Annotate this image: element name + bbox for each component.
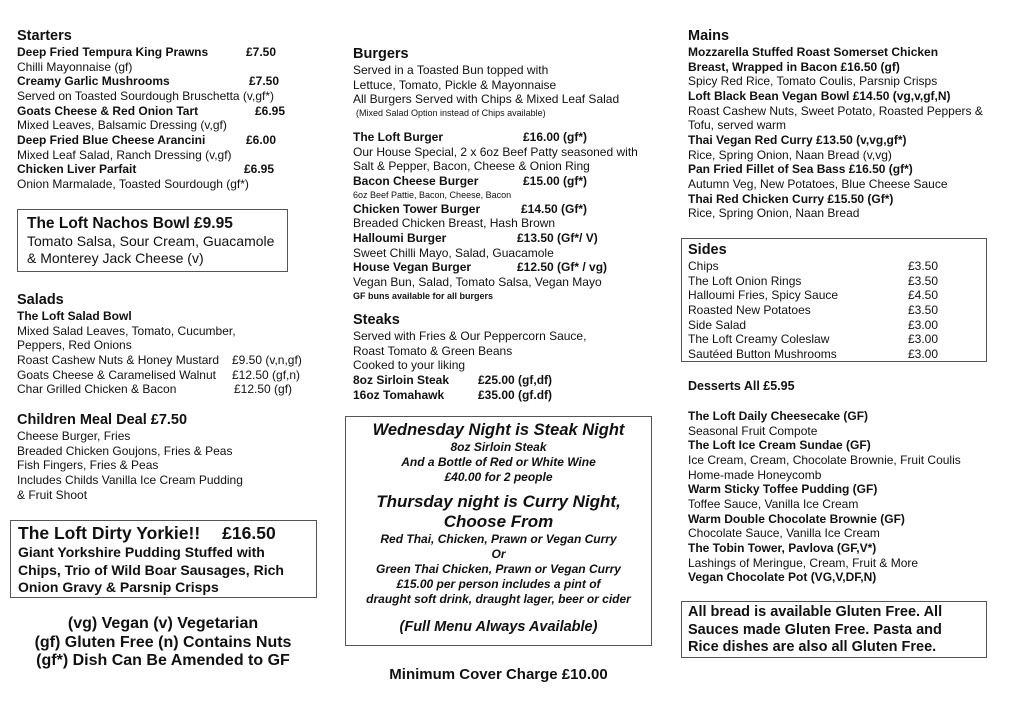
- special-line: And a Bottle of Red or White Wine: [401, 454, 596, 469]
- side-name: Halloumi Fries, Spicy Sauce: [688, 288, 839, 303]
- item-price: £6.00: [246, 132, 277, 147]
- item-price: £14.50 (Gf*): [521, 201, 588, 216]
- menu-item-name: [353, 231, 638, 246]
- item-desc: Breaded Chicken Goujons, Fries & Peas: [17, 443, 233, 458]
- gluten-line: Rice dishes are also all Gluten Free.: [688, 639, 937, 655]
- side-name: Chips: [688, 259, 719, 273]
- item-desc: Cheese Burger, Fries: [17, 429, 131, 443]
- yorkie-box: [10, 520, 317, 598]
- item-desc: Ice Cream, Cream, Chocolate Brownie, Fruit Coulis: [688, 452, 961, 467]
- section-title: Salads: [17, 292, 64, 308]
- gluten-line: Sauces made Gluten Free. Pasta and: [688, 621, 942, 638]
- item-desc: Chocolate Sauce, Vanilla Ice Cream: [688, 526, 880, 541]
- yorkie-title: [18, 523, 316, 544]
- item-price: £35.00 (gf.df): [478, 387, 553, 402]
- item-price: £7.50: [249, 74, 280, 89]
- item-name: Mozzarella Stuffed Roast Somerset Chicken: [688, 45, 939, 59]
- legend-line: (gf*) Dish Can Be Amended to GF: [36, 652, 290, 669]
- mains-section: [688, 28, 983, 221]
- menu-item-name: [353, 130, 638, 145]
- desserts-section: [688, 378, 961, 585]
- side-name: The Loft Creamy Coleslaw: [688, 332, 830, 347]
- item-desc: Tofu, served warm: [688, 118, 787, 133]
- special-line: £40.00 for 2 people: [444, 469, 553, 484]
- gf-buns-note: GF buns available for all burgers: [353, 290, 494, 301]
- side-item: [688, 303, 986, 318]
- item-desc: & Fruit Shoot: [17, 487, 88, 502]
- item-name: The Loft Salad Bowl: [17, 309, 132, 323]
- side-name: Roasted New Potatoes: [688, 302, 811, 317]
- wednesday-title: Wednesday Night is Steak Night: [372, 421, 625, 439]
- yorkie-line: Giant Yorkshire Pudding Stuffed with: [18, 544, 265, 560]
- item-name: The Loft Daily Cheesecake (GF): [688, 409, 869, 423]
- item-desc: Roast Cashew Nuts, Sweet Potato, Roasted Peppers &: [688, 103, 983, 118]
- salad-option: [17, 382, 293, 397]
- item-price: £6.95: [244, 162, 275, 177]
- side-name: The Loft Onion Rings: [688, 273, 802, 288]
- special-line: Or: [491, 547, 506, 562]
- item-name: Goats Cheese & Red Onion Tart: [17, 103, 199, 118]
- side-item: [688, 318, 986, 333]
- item-desc: Served with Fries & Our Peppercorn Sauce,: [353, 329, 587, 343]
- item-name: Pan Fried Fillet of Sea Bass £16.50 (gf*): [688, 162, 913, 177]
- yorkie-name: The Loft Dirty Yorkie!!: [18, 523, 201, 543]
- special-line: Green Thai Chicken, Prawn or Vegan Curry: [376, 561, 621, 576]
- item-name: 8oz Sirloin Steak: [353, 372, 450, 387]
- gluten-free-box: [681, 601, 987, 658]
- gluten-line: All bread is available Gluten Free. All: [688, 604, 943, 620]
- item-desc: Roast Tomato & Green Beans: [353, 343, 513, 358]
- item-price: £6.95: [255, 103, 286, 118]
- item-desc: Rice, Spring Onion, Naan Bread (v,vg): [688, 147, 892, 162]
- item-name: The Loft Ice Cream Sundae (GF): [688, 438, 871, 453]
- item-desc: Includes Childs Vanilla Ice Cream Pudding: [17, 472, 243, 487]
- menu-item-name: [17, 74, 280, 89]
- side-item: [688, 288, 986, 303]
- item-desc: Rice, Spring Onion, Naan Bread: [688, 206, 860, 221]
- menu-item-name: [17, 162, 274, 177]
- item-desc: Lashings of Meringue, Cream, Fruit & More: [688, 555, 919, 570]
- salads-section: [17, 292, 302, 397]
- burgers-section: [353, 46, 638, 303]
- menu-item-name: [353, 174, 638, 189]
- special-line: Red Thai, Chicken, Prawn or Vegan Curry: [380, 532, 617, 547]
- item-name: Chicken Tower Burger: [353, 201, 481, 216]
- cover-charge: Minimum Cover Charge £10.00: [389, 666, 608, 683]
- item-desc: Spicy Red Rice, Tomato Coulis, Parsnip Crisps: [688, 74, 938, 89]
- option-name: Roast Cashew Nuts & Honey Mustard: [17, 352, 220, 367]
- nachos-title: The Loft Nachos Bowl £9.95: [27, 215, 233, 232]
- side-price: £4.50: [908, 288, 939, 303]
- nachos-line: & Monterey Jack Cheese (v): [27, 250, 204, 266]
- special-line: £15.00 per person includes a pint of: [396, 576, 601, 591]
- menu-item-name: [353, 373, 586, 388]
- menu-item-name: [17, 45, 277, 60]
- side-price: £3.50: [908, 259, 939, 273]
- nachos-box: [17, 209, 288, 272]
- item-price: £16.00 (gf*): [523, 129, 588, 144]
- side-price: £3.00: [908, 346, 939, 361]
- section-title: Mains: [688, 28, 730, 44]
- item-name: Thai Vegan Red Curry £13.50 (v,vg,gf*): [688, 132, 907, 147]
- item-name: Chicken Liver Parfait: [17, 162, 137, 177]
- item-desc: Served in a Toasted Bun topped with: [353, 63, 549, 77]
- item-desc: Sweet Chilli Mayo, Salad, Guacamole: [353, 245, 554, 260]
- option-name: Char Grilled Chicken & Bacon: [17, 382, 177, 397]
- item-desc: Lettuce, Tomato, Pickle & Mayonnaise: [353, 77, 557, 92]
- item-name: Loft Black Bean Vegan Bowl £14.50 (vg,v,gf,N): [688, 88, 951, 103]
- item-name: Warm Double Chocolate Brownie (GF): [688, 511, 905, 526]
- item-desc: Mixed Leaves, Balsamic Dressing (v,gf): [17, 118, 227, 133]
- special-line: draught soft drink, draught lager, beer or cider: [366, 591, 631, 606]
- item-desc: Chilli Mayonnaise (gf): [17, 59, 133, 74]
- specials-box: [345, 416, 652, 646]
- item-name: House Vegan Burger: [353, 260, 472, 275]
- item-name: 16oz Tomahawk: [353, 387, 445, 402]
- side-price: £3.50: [908, 273, 939, 288]
- item-name: The Tobin Tower, Pavlova (GF,V*): [688, 540, 877, 555]
- side-item: [688, 259, 986, 274]
- item-desc: 6oz Beef Pattie, Bacon, Cheese, Bacon: [353, 189, 512, 200]
- full-menu-note: (Full Menu Always Available): [399, 619, 598, 636]
- item-desc: Mixed Salad Leaves, Tomato, Cucumber,: [17, 323, 236, 338]
- item-name: Deep Fried Blue Cheese Arancini: [17, 132, 206, 147]
- starters-section: [17, 28, 286, 192]
- thursday-title: Choose From: [443, 512, 554, 532]
- legend-line: (gf) Gluten Free (n) Contains Nuts: [34, 633, 292, 651]
- burger-note: (Mixed Salad Option instead of Chips available): [356, 107, 546, 118]
- option-price: £12.50 (gf): [234, 382, 293, 397]
- legend-line: (vg) Vegan (v) Vegetarian: [67, 615, 259, 632]
- item-desc: Toffee Sauce, Vanilla Ice Cream: [688, 496, 859, 511]
- item-name: Deep Fried Tempura King Prawns: [17, 45, 209, 59]
- section-title: Starters: [17, 28, 72, 44]
- sides-box: [681, 238, 987, 362]
- item-desc: Cooked to your liking: [353, 358, 466, 373]
- option-name: Goats Cheese & Caramelised Walnut: [17, 367, 216, 382]
- item-desc: Mixed Leaf Salad, Ranch Dressing (v,gf): [17, 147, 232, 162]
- item-name: Bacon Cheese Burger: [353, 173, 479, 188]
- section-title: Sides: [688, 242, 727, 258]
- nachos-line: Tomato Salsa, Sour Cream, Guacamole: [27, 233, 275, 249]
- menu-item-name: [353, 260, 638, 275]
- item-name: Warm Sticky Toffee Pudding (GF): [688, 482, 878, 497]
- item-desc: Vegan Bun, Salad, Tomato Salsa, Vegan Mayo: [353, 274, 602, 289]
- section-title: Desserts All £5.95: [688, 379, 795, 393]
- section-title: Children Meal Deal £7.50: [17, 412, 188, 428]
- menu-item-name: [17, 132, 277, 148]
- side-item: [688, 332, 986, 347]
- side-name: Side Salad: [688, 317, 747, 332]
- item-desc: Peppers, Red Onions: [17, 338, 132, 353]
- item-desc: Home-made Honeycomb: [688, 467, 822, 482]
- item-desc: All Burgers Served with Chips & Mixed Leaf Salad: [353, 92, 620, 107]
- thursday-title: Thursday night is Curry Night,: [376, 492, 621, 512]
- item-name: Halloumi Burger: [353, 230, 447, 245]
- item-desc: Fish Fingers, Fries & Peas: [17, 458, 159, 473]
- menu-item-name: [353, 202, 638, 217]
- item-name: Breast, Wrapped in Bacon £16.50 (gf): [688, 59, 900, 74]
- item-desc: Breaded Chicken Breast, Hash Brown: [353, 216, 556, 231]
- children-section: [17, 412, 243, 502]
- item-price: £7.50: [246, 45, 277, 59]
- salad-option: [17, 367, 301, 383]
- section-title: Steaks: [353, 312, 400, 328]
- option-price: £12.50 (gf,n): [232, 367, 301, 382]
- menu-item-name: [353, 388, 586, 403]
- item-name: Vegan Chocolate Pot (VG,V,DF,N): [688, 570, 877, 585]
- item-name: The Loft Burger: [353, 129, 443, 144]
- item-desc: Autumn Veg, New Potatoes, Blue Cheese Sauce: [688, 176, 948, 191]
- side-price: £3.00: [908, 317, 939, 332]
- item-price: £13.50 (Gf*/ V): [517, 230, 598, 245]
- item-price: £12.50 (Gf* / vg): [517, 260, 608, 275]
- yorkie-line: Onion Gravy & Parsnip Crisps: [18, 579, 219, 595]
- item-desc: Salt & Pepper, Bacon, Cheese & Onion Ring: [353, 159, 590, 174]
- item-desc: Our House Special, 2 x 6oz Beef Patty seasoned with: [353, 144, 638, 159]
- side-item: [688, 274, 986, 289]
- item-desc: Served on Toasted Sourdough Bruschetta (v,gf*): [17, 88, 275, 103]
- item-desc: Onion Marmalade, Toasted Sourdough (gf*): [17, 176, 249, 191]
- yorkie-price: £16.50: [222, 523, 276, 543]
- steaks-section: [353, 312, 586, 402]
- item-desc: Seasonal Fruit Compote: [688, 423, 818, 438]
- side-name: Sautéed Button Mushrooms: [688, 346, 837, 361]
- yorkie-line: Chips, Trio of Wild Boar Sausages, Rich: [18, 561, 284, 578]
- item-price: £25.00 (gf,df): [478, 372, 553, 387]
- menu-item-name: [17, 103, 286, 119]
- item-price: £15.00 (gf*): [523, 173, 588, 188]
- side-item: [688, 347, 986, 362]
- option-price: £9.50 (v,n,gf): [232, 352, 302, 367]
- salad-option: [17, 352, 302, 368]
- item-name: Thai Red Chicken Curry £15.50 (Gf*): [688, 191, 894, 206]
- side-price: £3.00: [908, 332, 939, 347]
- section-title: Burgers: [353, 46, 409, 62]
- dietary-legend: [0, 615, 326, 671]
- side-price: £3.50: [908, 302, 939, 317]
- item-name: Creamy Garlic Mushrooms: [17, 74, 170, 89]
- special-line: 8oz Sirloin Steak: [450, 440, 547, 454]
